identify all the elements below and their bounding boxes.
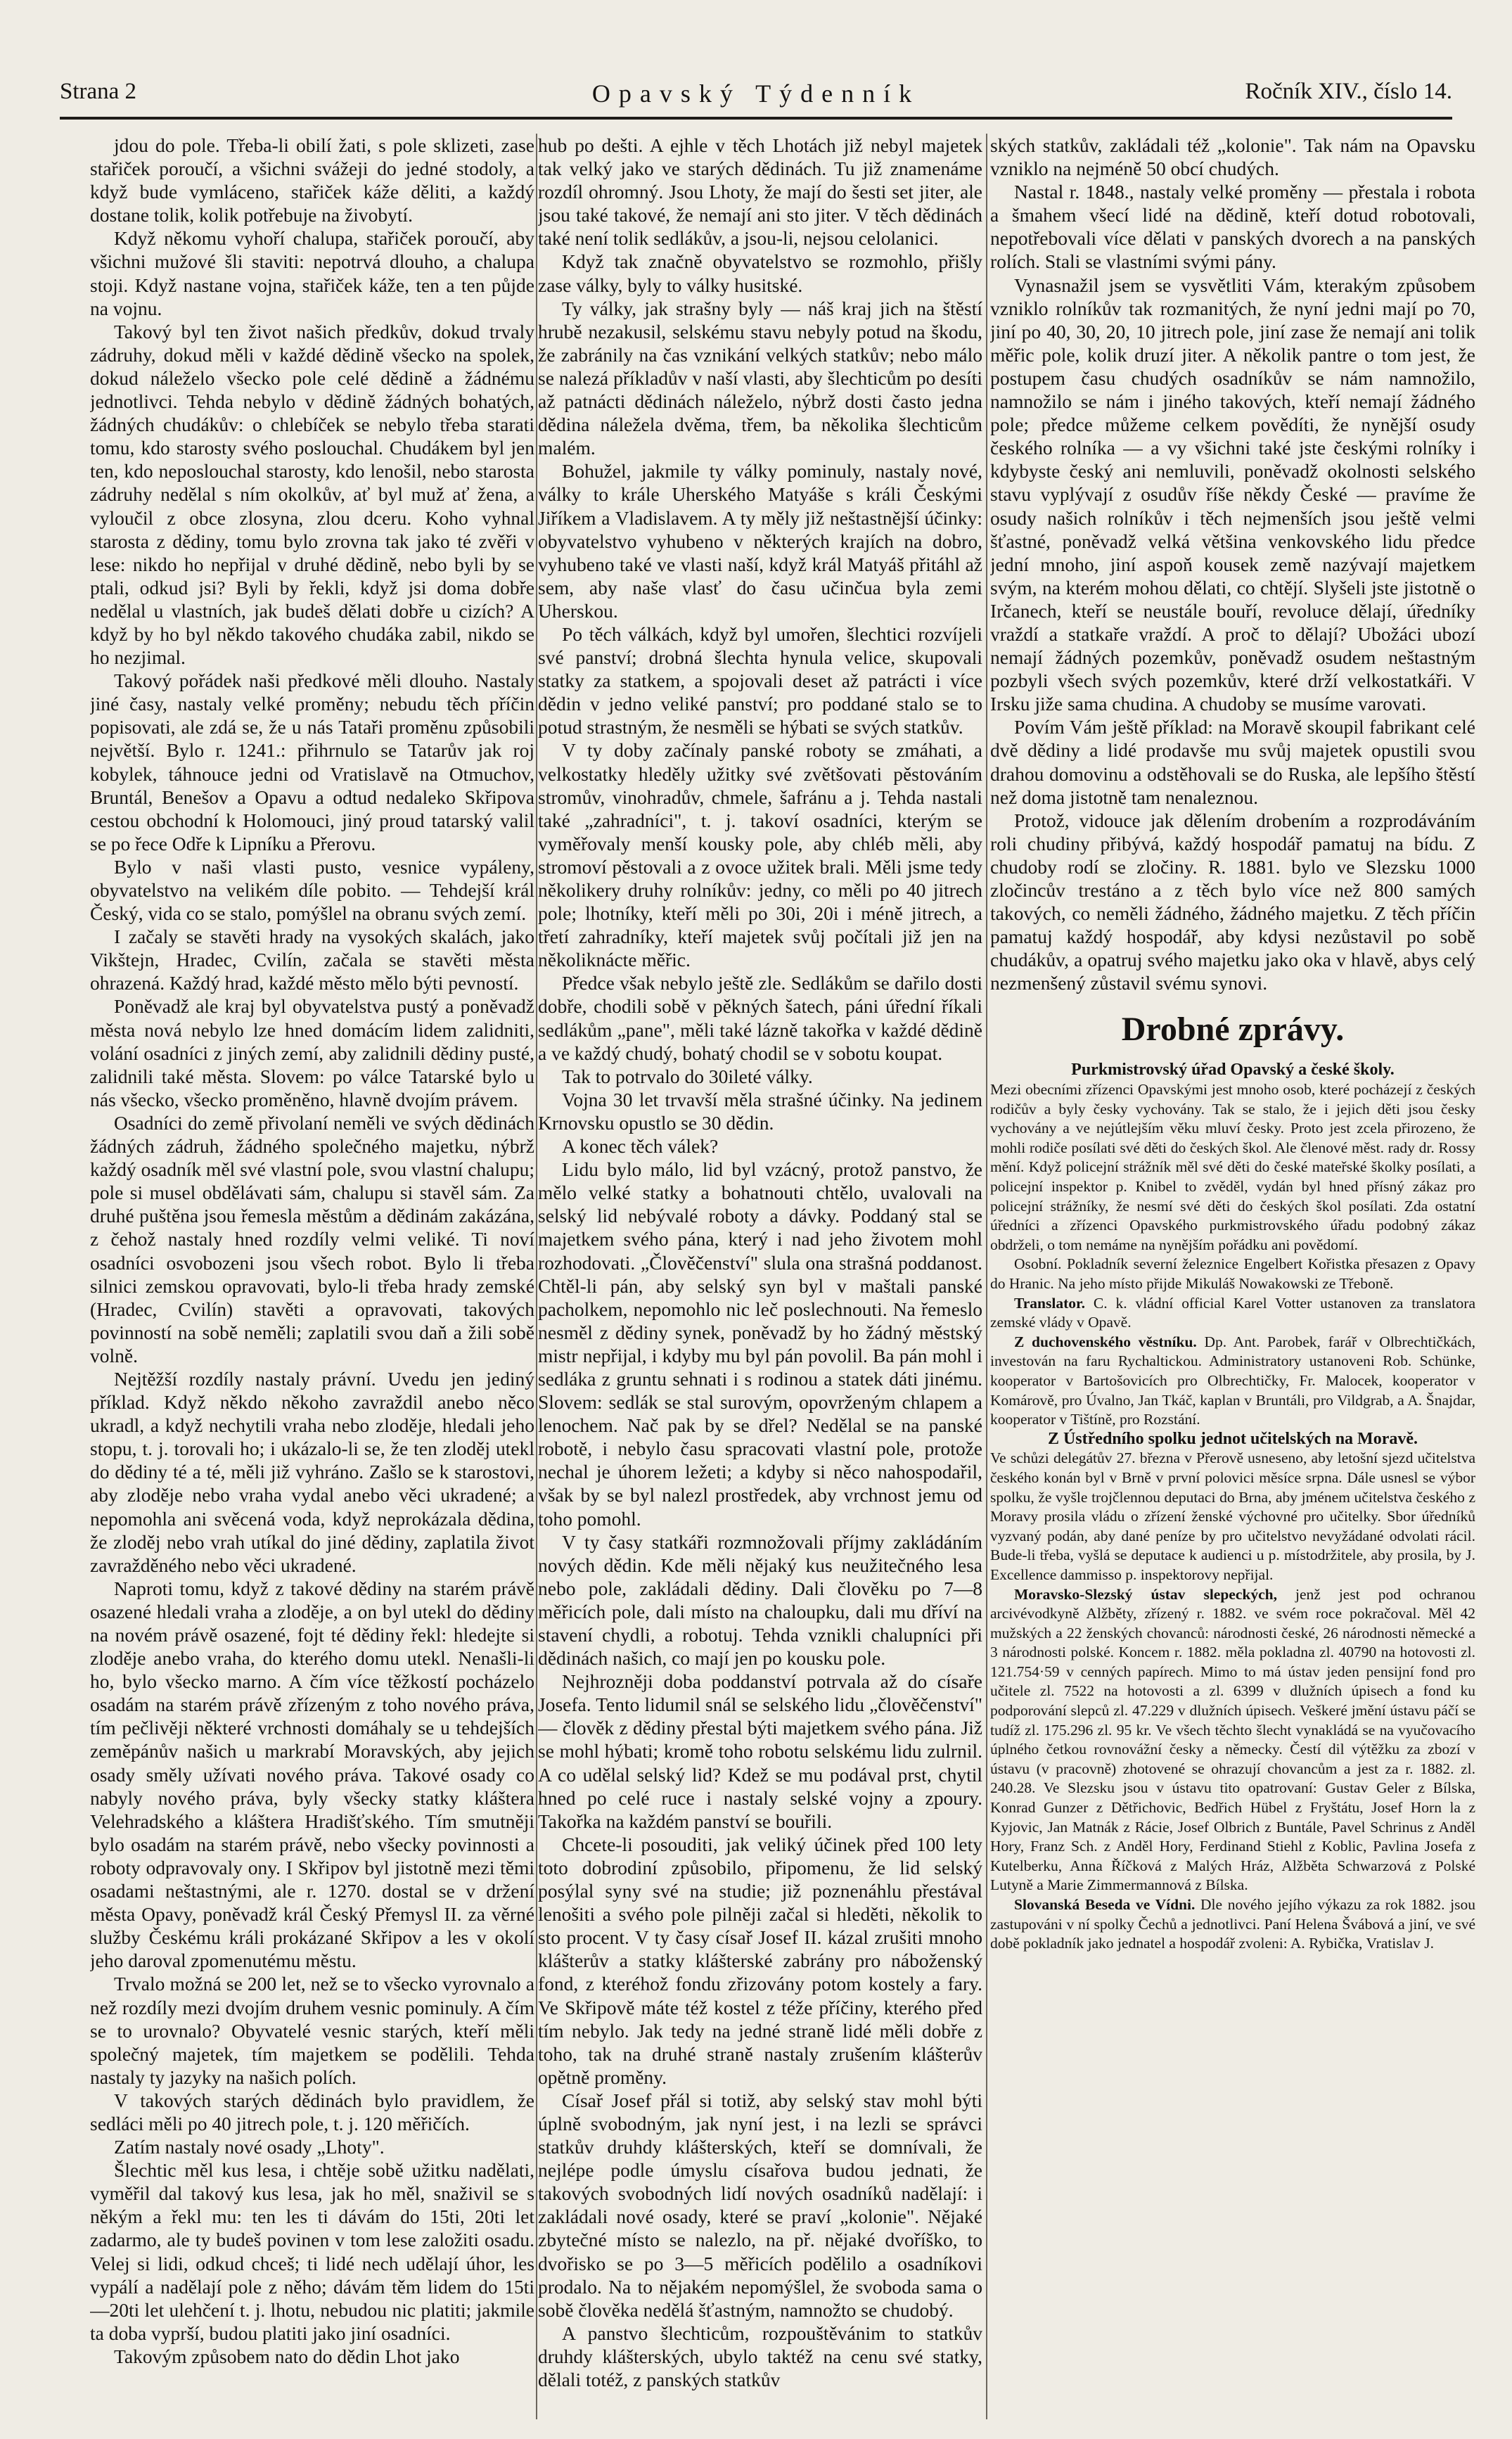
article-column-1	[90, 134, 534, 2419]
paragraph: Nastal r. 1848., nastaly velké proměny — přestala i robota a šmahem všecí lidé na dědině, kteří dotud robotovali, nepotřebovali více dělati v panských dvorech a na panských rolích. Stali se vlastními svými pány.	[990, 181, 1475, 273]
paragraph: Povím Vám ještě příklad: na Moravě skoupil fabrikant celé dvě dědiny a lidé prodavše mu svůj majetek opustili svou drahou domovinu a odstěhovali se do Ruska, ale lepšího štěstí než doma jistotně tam nenaleznou.	[990, 716, 1475, 808]
news-item	[990, 1585, 1475, 1896]
paragraph: Císař Josef přál si totiž, aby selský stav mohl býti úplně svobodným, jak nyní jest, i na lezli se správci statkův druhdy klášterských, kteří se domnívali, že nejlépe podle úmyslu císařova budou jednati, že takových svobodných lidí nových osadníků nadělají: i zakládali nové osady, které se praví „kolonie". Nějaké zbytečné místo se nalezlo, na př. nějaké dvoříško, to dvořisko se po 3—5 měřicích podělilo a osadníkovi prodalo. Na to nějakém nepomýšlel, že svoboda sama o sobě člověka nedělá šťastným, namnožto se chudobý.	[538, 2089, 982, 2321]
paragraph: Ty války, jak strašny byly — náš kraj jich na štěstí hrubě nezakusil, selskému stavu nebyly potud na škodu, že zabránily na čas vznikání velkých statkův; nebo málo se nalezá příkladův v naší vlasti, aby šlechticům po desíti až patnácti dědinách náleželo, nýbrž dosti často jedna dědina náležela dvěma, třem, ba několika šlechticům malém.	[538, 297, 982, 459]
news-headline: Z Ústředního spolku jednot učitelských na Moravě.	[1047, 1429, 1418, 1448]
news-item	[990, 1294, 1475, 1333]
paragraph: hub po dešti. A ejhle v těch Lhotách již nebyl majetek tak velký jako ve starých dědinách. Tu již znamenáme rozdíl ohromný. Jsou Lhoty, že mají do šesti set jiter, ale jsou také takové, že nemají ani sto jiter. V těch dědinách také není tolik sedlákův, a jsou-li, nejsou celolanici.	[538, 134, 982, 250]
paragraph: Osadníci do země přivolaní neměli ve svých dědinách žádných zádruh, žádného společného majetku, nýbrž každý osadník měl své vlastní pole, svou vlastní chalupu; pole si musel obdělávati sám, chalupu si stavěl sám. Za druhé puštěna jsou řemesla městům a dědinám zakázána, z čehož nastaly hned rozdíly velmi veliké. Ti noví osadníci osvobozeni jsou všech robot. Bylo li třeba silnici zemskou opravovati, bylo-li třeba hrady zemské (Hradec, Cvilín) stavěti a opravovati, takových povinností na sobě neměli; zaplatili svou daň a žili sobě volně.	[90, 1111, 534, 1366]
news-text: Osobní. Pokladník severní železnice Engelbert Kořistka přesazen z Opavy do Hranic. Na jeho místo přijde Mikuláš Nowakowski ze Třeboně.	[990, 1255, 1475, 1292]
paragraph: Poněvadž ale kraj byl obyvatelstva pustý a poněvadž města nová nebylo lze hned domácím lidem zalidniti, volání osadníci z jiných zemí, aby zalidnili dědiny pusté, zalidnili také města. Slovem: po válce Tatarské bylo u nás všecko, všecko proměněno, hlavně dvojím právem.	[90, 995, 534, 1110]
paragraph: Takovým způsobem nato do dědin Lhot jako	[114, 2345, 460, 2367]
paragraph: Po těch válkách, když byl umořen, šlechtici rozvíjeli své panství; drobná šlechta hynula velice, skupovali statky za statkem, a spojovali deset až patrácti i více dědin v jedno veliké panství; pro poddané stalo se to potud strastným, že nesměli se hýbati se svých statkův.	[538, 622, 982, 738]
news-text: Dp. Ant. Parobek, farář v Olbrechtičkách, investován na faru Rychaltickou. Administratory ustanoveni Rob. Schünke, kooperator v Bartošovicích pro Olbrechtičky, Fr. Malocek, kooperator v Komárově, pro Úvalno, Jan Tkáč, kaplan v Bruntáli, pro Vildgrab, a A. Šnajdar, kooperator v Tištíně, pro Rozstání.	[990, 1333, 1475, 1428]
article-column-3	[990, 134, 1475, 2419]
paragraph: Šlechtic měl kus lesa, i chtěje sobě užitku nadělati, vyměřil dal takový kus lesa, jak ho měl, snaživil se s někým a řekl mu: ten les ti dávám do 15ti, 20ti let zadarmo, ale ty budeš povinen v tom lese založiti osadu. Velej si lidi, odkud chceš; ti lidé nech udělají úhor, les vypálí a nadělají pole z něho; dávám těm lidem do 15ti—20ti let ulehčení t. j. lhotu, nebudou nic platiti; jakmile ta doba vyprší, budou platiti jako jiní osadníci.	[90, 2159, 534, 2344]
paragraph: jdou do pole. Třeba-li obilí žati, s pole sklizeti, zase stařiček poroučí, a všichni svážeji do jedné stodoly, a když bude vymláceno, stařiček káže děliti, a každý dostane tolik, kolik potřebuje na živobytí.	[90, 134, 534, 226]
paragraph: Naproti tomu, když z takové dědiny na starém právě osazené hledali vraha a zloděje, a on byl utekl do dědiny na novém právě osazené, fojt té dědiny řekl: hledejte si zloděje anebo vraha, do kterého domu utekl. Nenašli-li ho, bylo všecko marno. A čím více těžkostí pocházelo osadám na starém právě zřízeným z toho nového práva, tím pečlivěji některé vrchnosti domáhaly se u tehdejších zeměpánův našich u markrabí Moravských, aby jejich osady směly užívati nového práva. Takové osady co nabyly nového práva, byly všecky statky kláštera Velehradského a kláštera Hradišťského. Tím smutněji bylo osadám na starém právě, nebo všecky povinnosti a roboty odpravovaly ony. I Skřipov byl jistotně mezi těmi osadami neštastnými, ale r. 1270. dostal se v držení města Opavy, poněvadž král Český Přemysl II. za věrné služby Českému králi prokázané Skřipov a les v okolí jeho daroval zpomenutému městu.	[90, 1577, 534, 1972]
news-headline: Purkmistrovský úřad Opavský a české školy.	[1071, 1061, 1395, 1080]
paragraph: Lidu bylo málo, lid byl vzácný, protož panstvo, že mělo velké statky a bohatnouti chtělo, uvalovali na selský lid nebývalé roboty a dávky. Poddaný stal se majetkem svého pána, který i nad jeho životem mohl rozhodovati. „Člověčenství" slula ona strašná poddanost. Chtěl-li pán, aby selský syn byl v maštali panské pacholkem, nepomohlo nic leč poslechnouti. Na řemeslo nesměl z dědiny synek, poněvadž by ho žádný městský mistr nepřijal, i kdyby mu byl pán povolil. Ba pán mohl i sedláka z gruntu sehnati i s rodinou a statek dáti jinému. Slovem: sedlák se stal surovým, opovrženým chlapem a lenochem. Nač pak by se dřel? Nedělal se na panské robotě, i nebylo času spracovati vlastní pole, protože nechal je úhorem ležeti; a kdyby si něco nahospodařil, však by se byl nalezl prostředek, aby vrchnost jemu od toho pomohl.	[538, 1158, 982, 1530]
column-divider	[536, 134, 537, 2419]
paragraph: Takový byl ten život našich předkův, dokud trvaly zádruhy, dokud měli v každé dědině všecko na spolek, dokud náleželo všecko pole celé dědině a žádnému jednotlivci. Tehda nebylo v dědině žádných bohatých, žádných chudákův: o chlebíček se nebylo třeba starati tomu, kdo starosty svého poslouchal. Chudákem byl jen ten, kdo neposlouchal starosty, kdo lenošil, nebo starosta zádruhy nedělal s ním okolkův, ať byl muž ať žena, a vyloučil z obce zlosyna, zlou dceru. Koho vyhnal starosta z dědiny, tomu bylo zrovna tak jako té zvěři v lese: nikdo ho nepřijal v druhé dědině, nebo byli by se ptali, odkud jsi? Byli by řekli, když jsi doma dobře nedělal u vlastních, jak budeš dělati dobře u cizích? A když by ho byl někdo takového chudáka zabil, nikdo se ho nezjimal.	[90, 320, 534, 669]
paragraph: A konec těch válek?	[562, 1135, 719, 1158]
news-text: Dle nového jejího výkazu za rok 1882. jsou zastupováni v ní spolky Čechů a jednotlivci. Paní Helena Švábová a jiní, ve své době pokladník jako jednatel a hospodář zvoleni: A. Rybička, Vratislav J.	[990, 1896, 1475, 1952]
news-text: Mezi obecními zřízenci Opavskými jest mnoho osob, které pocházejí z českých rodičův a byly česky vychovány. Tak se stalo, že i jejich děti jsou česky vychovány a ve nejútlejším věku mluví česky. Proto jest zcela přirozeno, že mohli rodiče posílati své děti do českých škol. Ale členové měst. rady dr. Rossy mění. Když policejní strážník měl své děti do české mateřské školky posílati, a policejní inspektor p. Knibel to zvěděl, vydán byl hned přísný zákaz pro policejní strážníky, že nesmí své děti do českých škol posílati. Zda ostatní úředníci a zřízenci Opavského purkmistrovského úřadu podobný zákaz obdrželi, o tom nemáme na nynějším pořádku ani povědomí.	[990, 1081, 1475, 1253]
issue-info: Ročník XIV., číslo 14.	[1245, 79, 1452, 104]
paragraph: V takových starých dědinách bylo pravidlem, že sedláci měli po 40 jitrech pole, t. j. 120 měřičích.	[90, 2089, 534, 2134]
news-headline: Translator.	[1014, 1294, 1085, 1312]
paragraph: Vojna 30 let trvavší měla strašné účinky. Na jedinem Krnovsku opustlo se 30 dědin.	[538, 1088, 982, 1134]
newspaper-title: Opavský Týdenník	[591, 79, 921, 108]
news-item	[990, 1333, 1475, 1430]
page-header	[60, 79, 1452, 121]
paragraph: I začaly se stavěti hrady na vysokých skalách, jako Vikštejn, Hradec, Cvilín, začala se stavěti města ohrazená. Každý hrad, každé město mělo býti pevností.	[90, 926, 534, 994]
header-rule	[60, 117, 1452, 120]
paragraph: V ty časy statkáři rozmnožovali příjmy zakládáním nových dědin. Kde měli nějaký kus neužitečného lesa nebo pole, zakládali dědiny. Dali člověku po 7—8 měřicích pole, dali místo na chaloupku, dali mu dříví na stavení chydli, a robotuj. Tehda vznikli chalupníci při dědinách našich, co mají jen po kousku pole.	[538, 1530, 982, 1670]
paragraph: Bylo v naši vlasti pusto, vesnice vypáleny, obyvatelstvo na velikém díle pobito. — Tehdejší král Český, vida co se stalo, pomýšlel na obranu svých zemí.	[90, 855, 534, 925]
paragraph: Nejhrozněji doba poddanství potrvala až do císaře Josefa. Tento lidumil snál se selského lidu „člověčenství" — člověk z dědiny přestal býti majetkem svého pána. Již se mohl hýbati; kromě toho robotu selskému lidu zulrnil. A co udělal selský lid? Kdež se mu podával prst, chytil hned po celé ruce i nastaly selské vojny a zpoury. Takořka na každém panství se bouřili.	[538, 1670, 982, 1832]
paragraph: Předce však nebylo ještě zle. Sedlákům se dařilo dosti dobře, chodili sobě v pěkných šatech, páni úřední říkali sedlákům „pane", měli také lázně takořka v každé dědině a ve každý chudý, bohatý chodil se v sobotu koupat.	[538, 972, 982, 1064]
news-headline: Z duchovenského věstníku.	[1014, 1333, 1197, 1350]
news-item	[990, 1430, 1475, 1585]
news-headline: Moravsko-Slezský ústav slepeckých,	[1014, 1585, 1277, 1603]
page-number: Strana 2	[60, 79, 137, 104]
news-text: C. k. vládní official Karel Votter ustanoven za translatora zemské vlády v Opavě.	[990, 1294, 1475, 1331]
paragraph: Vynasnažil jsem se vysvětliti Vám, kterakým způsobem vzniklo rolníkův tak rozmanitých, že nyní jedni mají po 70, jiní po 40, 30, 20, 10 jitrech pole, jiní zase že nemají ani tolik měřic pole, kolik druzí jiter. A několik pantre o tom jest, že postupem času chudých osadníkův se nám namnožilo, namnožilo se nám i jiného takových, kteří nemají žádného pole; předce můžeme celkem povědíti, že nynější osudy českého rolníka — a vy všichni také jste českými rolníky i kdybyste český ani nemluvili, poněvadž okolnosti selského stavu vyplývají z osudův říše někdy České — pravíme že osudy našich rolníkův i těch nejmenších jsou ještě velmi šťastné, poněvadž velká většina venkovského lidu předce jední mnoho, jiní aspoň kousek země nazývají majetkem svým, na kterém mohou dělati, co chtějí. Slyšeli jste jistotně o Irčanech, kteří se neustále bouří, revoluce dělají, úředníky vraždí a statkaře vraždí. A proč to dělají? Ubožáci ubozí nemají žádných pozemkův, poněvadž osudem neštastným pozbyli všech svých pozemkův, které drží velkostatkáři. V Irsku jiže sama chudina. A chudoby se musíme varovati.	[990, 274, 1475, 715]
paragraph: ských statkův, zakládali též „kolonie". Tak nám na Opavsku vzniklo na nejméně 50 obcí chudých.	[990, 134, 1475, 180]
paragraph: Když tak značně obyvatelstvo se rozmohlo, přišly zase války, byly to války husitské.	[538, 250, 982, 296]
news-text: Ve schůzi delegátův 27. března v Přerově usneseno, aby letošní sjezd učitelstva českého konán byl v Brně v první polovici měsíce srpna. Dále usnesl se výbor spolku, že vyšle trojčlennou deputaci do Brna, aby jménem učitelstva českého z Moravy prosila vládu o zřízení ženské výchovné pro učitelky. Sbor úředníků vyzvaný podán, aby dané peníze by pro učitelstvo nevyžádané odvolati rácil. Bude-li třeba, vyšlá se deputace k audienci u p. místodržitele, aby prosila, by J. Excellence dammisso p. inspektorovy nepřijal.	[990, 1449, 1475, 1583]
column-divider	[986, 134, 987, 2419]
news-text: jenž jest pod ochranou arcivévodkyně Alžběty, zřízený r. 1882. ve svém roce pokračoval. Měl 42 mužských a 22 ženských chovanců: národnosti české, 26 národnosti německé a 3 národnosti polské. Koncem r. 1882. měla pokladna zl. 40790 na hotovosti zl. 121.754·59 v cenných papírech. Mimo to má ústav jeden pensijní fond pro učitele zl. 7522 na hotovosti a zl. 6399 v dlužních úpisech a fond ku podporování slepců zl. 47.229 v dlužních úpisech. Veškeré jmění ústavu páčí se tudíž zl. 175.296 zl. 95 kr. Ve všech těchto šlecht vynakládá se na vyučovacího úplného četkou rovnovážní česky a německy. Čestí dil výtěžku za zbozí v ústavu (v pracovně) zhotovené se ohrazují chovancům a jest za r. 1882. zl. 240.28. Ve Slezsku jsou v ústavu tito opatrovaní: Gustav Geler z Bílska, Konrad Gunzer z Dětřichovic, Bedřich Hübel z Fryštátu, Josef Horn la z Kyjovic, Jan Matnák z Rácie, Josef Olbrich z Buntále, Pavel Schrinus z Anděl Hory, Franz Sch. z Anděl Hory, Ferdinand Stiehl z Koblic, Pavlina Josefa z Kutelberku, Anna Říčková z Malých Hráz, Alžběta Schwarzová z Polské Lutyně a Marie Zimmermannová z Bílska.	[990, 1585, 1475, 1894]
news-section-title: Drobné zprávy.	[1121, 1011, 1345, 1049]
paragraph: Protož, vidouce jak dělením drobením a rozprodáváním roli chudiny přibývá, každý hospodář pamatuj na bídu. Z chudoby rodí se zločiny. R. 1881. bylo ve Slezsku 1000 zločincův trestáno a z těch bylo více než 800 samých takových, co neměli žádného, žádného majetku. Z těch příčin pamatuj každý hospodář, aby kdysi nezůstavil po sobě chudákův, a opatruj svého majetku jako oka v hlavě, abys celý nezmenšený zůstavil svému synovi.	[990, 809, 1475, 994]
news-item	[990, 1895, 1475, 1954]
paragraph: Když někomu vyhoří chalupa, stařiček poroučí, aby všichni mužové šli staviti: nepotrvá dlouho, a chalupa stoji. Když nastane vojna, stařiček káže, ten a ten půjde na vojnu.	[90, 227, 534, 319]
paragraph: V ty doby začínaly panské roboty se zmáhati, a velkostatky hleděly užitky své zvětšovati pěstováním stromův, vinohradův, chmele, šafránu a j. Tehda nastali také „zahradníci", t. j. takoví osadníci, kterým se vyměřovaly menší kousky pole, aby chléb měli, aby stromoví pěstovali a z ovoce užitek brali. Měli jsme tedy několikery druhy rolníkův: jedny, co měli po 40 jitrech pole; lhotníky, kteří měli po 30i, 20i i méně jitrech, a třetí zahradníky, kteří majetek svůj počítali již jen na několiknácte měřic.	[538, 739, 982, 971]
news-item	[990, 1061, 1475, 1255]
paragraph: Trvalo možná se 200 let, než se to všecko vyrovnalo a než rozdíly mezi dvojím druhem vesnic pominuly. A čím se to urovnalo? Obyvatelé vesnic starých, kteří měli společný majetek, tím majetkem se podělili. Tehda nastaly ty jazyky na našich polích.	[90, 1973, 534, 2088]
news-item	[990, 1255, 1475, 1293]
paragraph: Zatím nastaly nové osady „Lhoty".	[114, 2136, 385, 2158]
article-column-2	[538, 134, 982, 2419]
paragraph: Takový pořádek naši předkové měli dlouho. Nastaly jiné časy, nastaly velké proměny; nebudu těch příčin popisovati, ale zdá se, že u nás Tataři proměnu způsobili největší. Bylo r. 1241.: přihrnulo se Tatarův jak roj kobylek, táhnouce jedni od Vratislavě na Otmuchov, Bruntál, Benešov a Opavu a odtud nedaleko Skřipova cestou obchodní k Holomouci, jiný proud tatarský valil se po řece Odře k Lipníku a Přerovu.	[90, 670, 534, 854]
paragraph: A panstvo šlechticům, rozpouštěvánim to statkův druhdy klášterských, ubylo taktéž na cenu své statky, dělali totéž, z panských statkův	[538, 2322, 982, 2390]
paragraph: Chcete-li posouditi, jak veliký účinek před 100 lety toto dobrodiní způsobilo, připomenu, že lid selský posýlal syny své na studie; již poznenáhlu přestával lenošiti a svého pole pilněji začal si hleděti, několik to sto procent. V ty časy císař Josef II. kázal zrušiti mnoho klášterův a statky klášterské zabrány pro náboženský fond, z kteréhož fondu zřizovány potom kostely a fary. Ve Skřipově máte též kostel z téže příčiny, kterého před tím nebylo. Jak tedy na jedné straně lidé měli dobře z toho, tak na druhé straně nastaly zrušením klášterův opětně proměny.	[538, 1833, 982, 2088]
news-headline: Slovanská Beseda ve Vídni.	[1014, 1896, 1196, 1913]
paragraph: Bohužel, jakmile ty války pominuly, nastaly nové, války to krále Uherského Matyáše s králi Českými Jiříkem a Vladislavem. A ty měly již neštastnější účinky: obyvatelstvo vyhubeno v některých krajích na dobro, vyhubeno také ve vlasti naší, když král Matyáš přitáhl až sem, aby naše vlasť do času učinčua byla zemi Uherskou.	[538, 460, 982, 622]
paragraph: Tak to potrvalo do 30ileté války.	[562, 1065, 813, 1087]
paragraph: Nejtěžší rozdíly nastaly právní. Uvedu jen jediný příklad. Když někdo někoho zavraždil anebo něco ukradl, a když nechytili vraha nebo zloděje, hledali jeho stopu, t. j. torovali ho; i ukázalo-li se, že ten zloděj utekl do dědiny té a té, měli již vyhráno. Zašlo se k starostovi, aby zloděje nebo vraha vydal anebo věci ukradené; a nepomohla ani svěcená voda, když neprokázala dědina, že zloděj nebo vrah utíkal do jiné dědiny, zaplatila život zavražděného nebo věci ukradené.	[90, 1367, 534, 1576]
